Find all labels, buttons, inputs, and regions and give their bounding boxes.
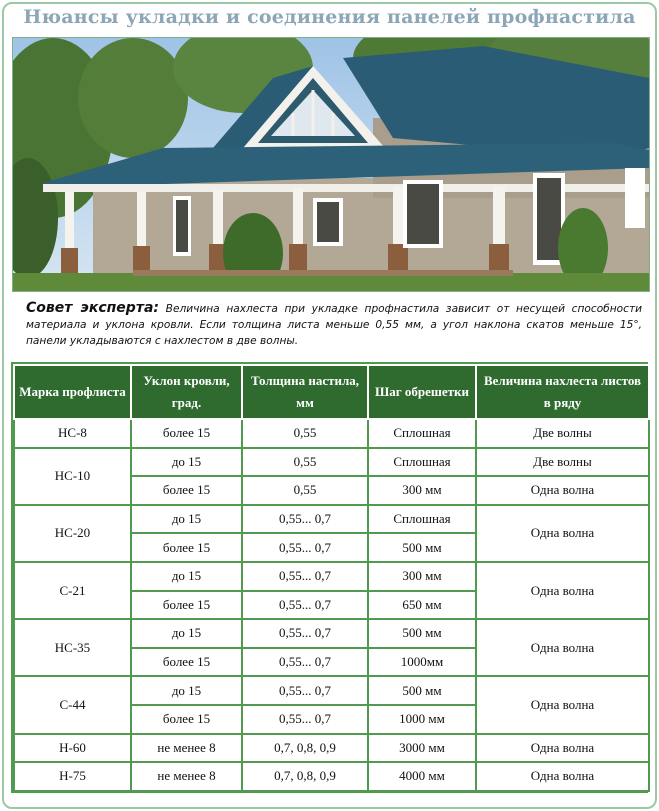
expert-tip-text: Величина нахлеста при укладке профнастила зависит от несущей способности материала и уклона кровли. Если толщина листа меньше 0,55 мм, а угол наклона скатов меньше 15°, панели укладываются с нахлестом в две волны. [26,303,643,347]
cell-overlap: Одна волна [476,762,649,791]
cell-lathing: 1000мм [368,648,476,677]
cell-thickness: 0,55 [242,476,368,505]
cell-overlap: Одна волна [476,505,649,562]
cell-thickness: 0,7, 0,8, 0,9 [242,762,368,791]
cell-grade: С-21 [14,562,131,619]
cell-overlap: Одна волна [476,734,649,763]
house-illustration [13,38,649,291]
cell-slope: до 15 [131,619,242,648]
cell-lathing: Сплошная [368,505,476,534]
table-row [14,619,649,648]
cell-lathing: 1000 мм [368,705,476,734]
table-row [14,562,649,591]
col-header-lathing: Шаг обрешетки [368,365,476,419]
specs-table [13,364,650,792]
cell-lathing: 500 мм [368,676,476,705]
table-row [14,734,649,763]
expert-tip [26,300,642,349]
col-header-grade: Марка профлиста [14,365,131,419]
cell-slope: более 15 [131,591,242,620]
cell-lathing: 3000 мм [368,734,476,763]
cell-thickness: 0,55... 0,7 [242,676,368,705]
cell-thickness: 0,55... 0,7 [242,619,368,648]
col-header-slope: Уклон кровли, град. [131,365,242,419]
cell-lathing: 300 мм [368,562,476,591]
cell-lathing: 500 мм [368,619,476,648]
cell-grade: НС-20 [14,505,131,562]
cell-lathing: Сплошная [368,448,476,477]
cell-slope: более 15 [131,476,242,505]
house-photo [12,37,650,292]
expert-tip-label: Совет эксперта: [26,300,159,316]
cell-lathing: 650 мм [368,591,476,620]
col-header-thickness: Толщина настила, мм [242,365,368,419]
cell-grade: НС-8 [14,419,131,448]
cell-slope: более 15 [131,533,242,562]
cell-thickness: 0,55... 0,7 [242,648,368,677]
cell-slope: до 15 [131,448,242,477]
cell-grade: Н-60 [14,734,131,763]
cell-slope: не менее 8 [131,762,242,791]
cell-slope: до 15 [131,562,242,591]
cell-thickness: 0,7, 0,8, 0,9 [242,734,368,763]
page-title: Нюансы укладки и соединения панелей профнастила [23,6,636,28]
cell-slope: более 15 [131,705,242,734]
cell-thickness: 0,55 [242,448,368,477]
cell-overlap: Одна волна [476,476,649,505]
col-header-overlap: Величина нахлеста листов в ряду [476,365,649,419]
cell-lathing: 300 мм [368,476,476,505]
cell-thickness: 0,55... 0,7 [242,562,368,591]
cell-thickness: 0,55... 0,7 [242,505,368,534]
cell-slope: до 15 [131,676,242,705]
cell-overlap: Одна волна [476,619,649,676]
cell-grade: Н-75 [14,762,131,791]
cell-overlap: Две волны [476,448,649,477]
cell-thickness: 0,55 [242,419,368,448]
cell-lathing: 500 мм [368,533,476,562]
cell-slope: более 15 [131,419,242,448]
cell-grade: С-44 [14,676,131,733]
cell-thickness: 0,55... 0,7 [242,591,368,620]
cell-lathing: Сплошная [368,419,476,448]
table-row [14,762,649,791]
cell-thickness: 0,55... 0,7 [242,533,368,562]
table-row [14,448,649,477]
cell-grade: НС-35 [14,619,131,676]
table-row [14,505,649,534]
table-row [14,676,649,705]
cell-slope: более 15 [131,648,242,677]
table-row [14,419,649,448]
cell-overlap: Две волны [476,419,649,448]
cell-grade: НС-10 [14,448,131,505]
table-header-row [14,365,649,419]
cell-overlap: Одна волна [476,562,649,619]
cell-lathing: 4000 мм [368,762,476,791]
cell-slope: не менее 8 [131,734,242,763]
cell-slope: до 15 [131,505,242,534]
cell-thickness: 0,55... 0,7 [242,705,368,734]
cell-overlap: Одна волна [476,676,649,733]
